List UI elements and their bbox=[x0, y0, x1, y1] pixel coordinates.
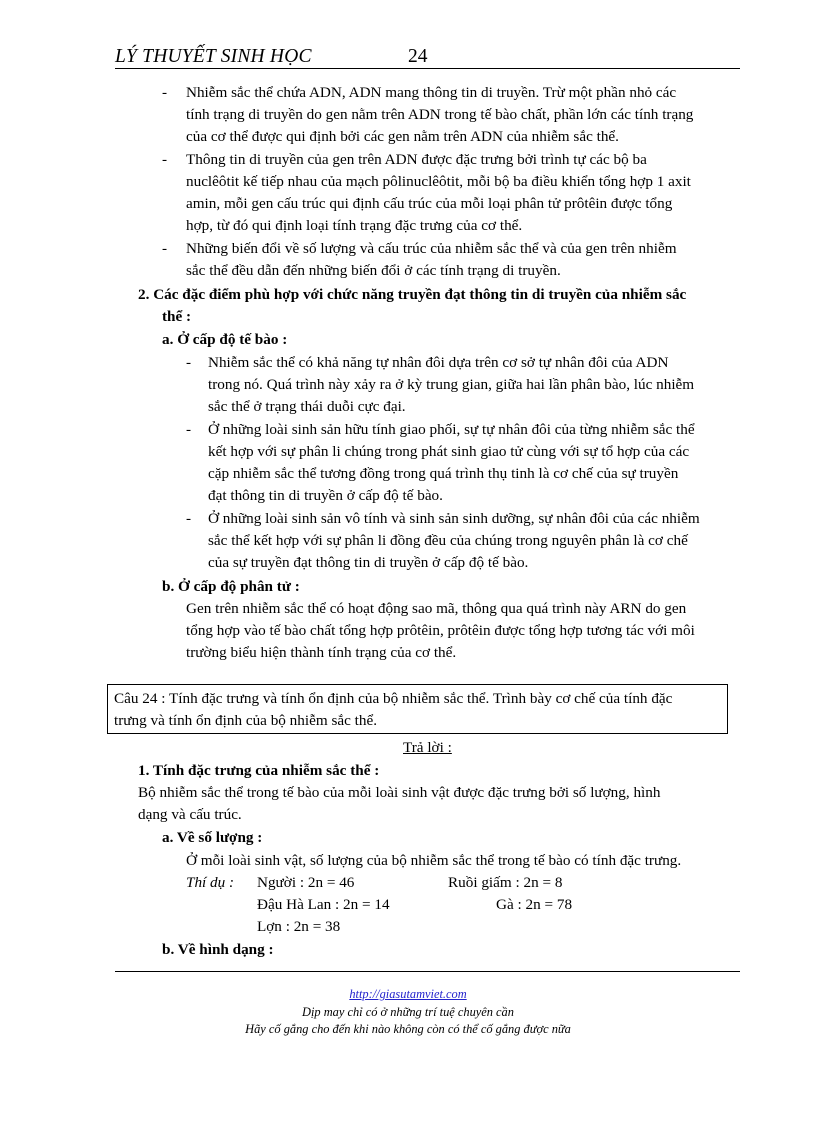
text-line: Ở mỗi loài sinh vật, số lượng của bộ nhiễm sắc thể trong tế bào có tính đặc trưng. bbox=[186, 852, 682, 869]
text-line: sắc thể ở trạng thái duỗi cực đại. bbox=[208, 398, 406, 415]
page-header bbox=[115, 44, 740, 69]
text-line: sắc thể đều dẫn đến những biến đổi ở các tính trạng di truyền. bbox=[186, 262, 561, 279]
example-item: Gà : 2n = 78 bbox=[496, 896, 573, 913]
section-heading: 1. Tính đặc trưng của nhiễm sắc thể : bbox=[138, 762, 380, 779]
footer-motto-1: Dịp may chỉ có ở những trí tuệ chuyên cần bbox=[302, 1005, 514, 1019]
text-line: của sự truyền đạt thông tin di truyền ở cấp độ tế bào. bbox=[208, 554, 529, 571]
text-line: của cơ thể được qui định bởi các gen nằm trên ADN của nhiễm sắc thể. bbox=[186, 128, 619, 145]
footer-rule bbox=[115, 971, 740, 972]
text-line: Nhiễm sắc thể có khả năng tự nhân đôi dựa trên cơ sở tự nhân đôi của ADN bbox=[208, 354, 669, 371]
text-line: Những biến đổi về số lượng và cấu trúc của nhiễm sắc thể và của gen trên nhiễm bbox=[186, 240, 677, 257]
answer-label: Trả lời : bbox=[403, 739, 452, 756]
text-line: Ở những loài sinh sản vô tính và sinh sản sinh dưỡng, sự nhân đôi của các nhiễm bbox=[208, 510, 700, 527]
text-line: hợp, từ đó qui định loại tính trạng đặc trưng của cơ thể. bbox=[186, 217, 523, 234]
question-box bbox=[107, 684, 728, 734]
text-line: cặp nhiễm sắc thể tương đồng trong quá trình thụ tinh là cơ chế của sự truyền bbox=[208, 465, 679, 482]
question-line: trưng và tính ổn định của bộ nhiễm sắc thể. bbox=[114, 712, 377, 729]
example-item: Ruồi giấm : 2n = 8 bbox=[448, 874, 563, 891]
bullet-dash: - bbox=[162, 240, 168, 257]
bullet-dash: - bbox=[162, 151, 168, 168]
text-line: dạng và cấu trúc. bbox=[138, 806, 242, 823]
text-line: đạt thông tin di truyền ở cấp độ tế bào. bbox=[208, 487, 443, 504]
text-line: tổng hợp vào tế bào chất tổng hợp prôtêin, prôtêin được tổng hợp tương tác với môi bbox=[186, 622, 695, 639]
text-line: kết hợp với sự phân li chúng trong phát sinh giao tử cùng với sự tổ hợp của các bbox=[208, 443, 690, 460]
section-heading-cont: thể : bbox=[162, 308, 192, 325]
text-line: Thông tin di truyền của gen trên ADN được đặc trưng bởi trình tự các bộ ba bbox=[186, 151, 647, 168]
example-label: Thí dụ : bbox=[186, 874, 235, 891]
example-item: Lợn : 2n = 38 bbox=[257, 918, 341, 935]
text-line: sắc thể kết hợp với sự phân li đồng đều của chúng trong nguyên phân là cơ chế bbox=[208, 532, 688, 549]
text-line: amin, mỗi gen cấu trúc qui định cấu trúc của mỗi loại phân tử prôtêin được tổng bbox=[186, 195, 673, 212]
footer-link[interactable]: http://giasutamviet.com bbox=[349, 987, 467, 1001]
subsection-heading: a. Ở cấp độ tế bào : bbox=[162, 331, 288, 348]
bullet-dash: - bbox=[186, 510, 192, 527]
text-line: Gen trên nhiễm sắc thể có hoạt động sao mã, thông qua quá trình này ARN do gen bbox=[186, 600, 687, 617]
subsection-heading: a. Về số lượng : bbox=[162, 829, 263, 846]
text-line: Bộ nhiễm sắc thể trong tế bào của mỗi loài sinh vật được đặc trưng bởi số lượng, hình bbox=[138, 784, 661, 801]
text-line: nuclêôtit kế tiếp nhau của mạch pôlinuclêôtit, mỗi bộ ba điều khiển tổng hợp 1 axit bbox=[186, 173, 691, 190]
footer-link-row bbox=[0, 986, 816, 1003]
section-heading: 2. Các đặc điểm phù hợp với chức năng truyền đạt thông tin di truyền của nhiễm sắc bbox=[138, 286, 687, 303]
header-title: LÝ THUYẾT SINH HỌC bbox=[115, 46, 312, 67]
bullet-dash: - bbox=[186, 421, 192, 438]
subsection-heading: b. Về hình dạng : bbox=[162, 941, 274, 958]
bullet-dash: - bbox=[186, 354, 192, 371]
text-line: Nhiễm sắc thể chứa ADN, ADN mang thông tin di truyền. Trừ một phần nhỏ các bbox=[186, 84, 677, 101]
footer-motto-2: Hãy cố gắng cho đến khi nào không còn có thể cố gắng được nữa bbox=[245, 1022, 571, 1036]
question-line: Câu 24 : Tính đặc trưng và tính ổn định của bộ nhiễm sắc thể. Trình bày cơ chế của tính đặc bbox=[114, 690, 673, 707]
page-number: 24 bbox=[408, 46, 428, 67]
text-line: tính trạng di truyền do gen nằm trên ADN trong tế bào chất, phần lớn các tính trạng bbox=[186, 106, 694, 123]
bullet-dash: - bbox=[162, 84, 168, 101]
text-line: trong nó. Quá trình này xảy ra ở kỳ trung gian, giữa hai lần phân bào, lúc nhiễm bbox=[208, 376, 695, 393]
example-item: Đậu Hà Lan : 2n = 14 bbox=[257, 896, 390, 913]
text-line: Ở những loài sinh sản hữu tính giao phối, sự tự nhân đôi của từng nhiễm sắc thể bbox=[208, 421, 695, 438]
subsection-heading: b. Ở cấp độ phân tử : bbox=[162, 578, 300, 595]
text-line: trường biểu hiện thành tính trạng của cơ thể. bbox=[186, 644, 457, 661]
example-item: Người : 2n = 46 bbox=[257, 874, 355, 891]
